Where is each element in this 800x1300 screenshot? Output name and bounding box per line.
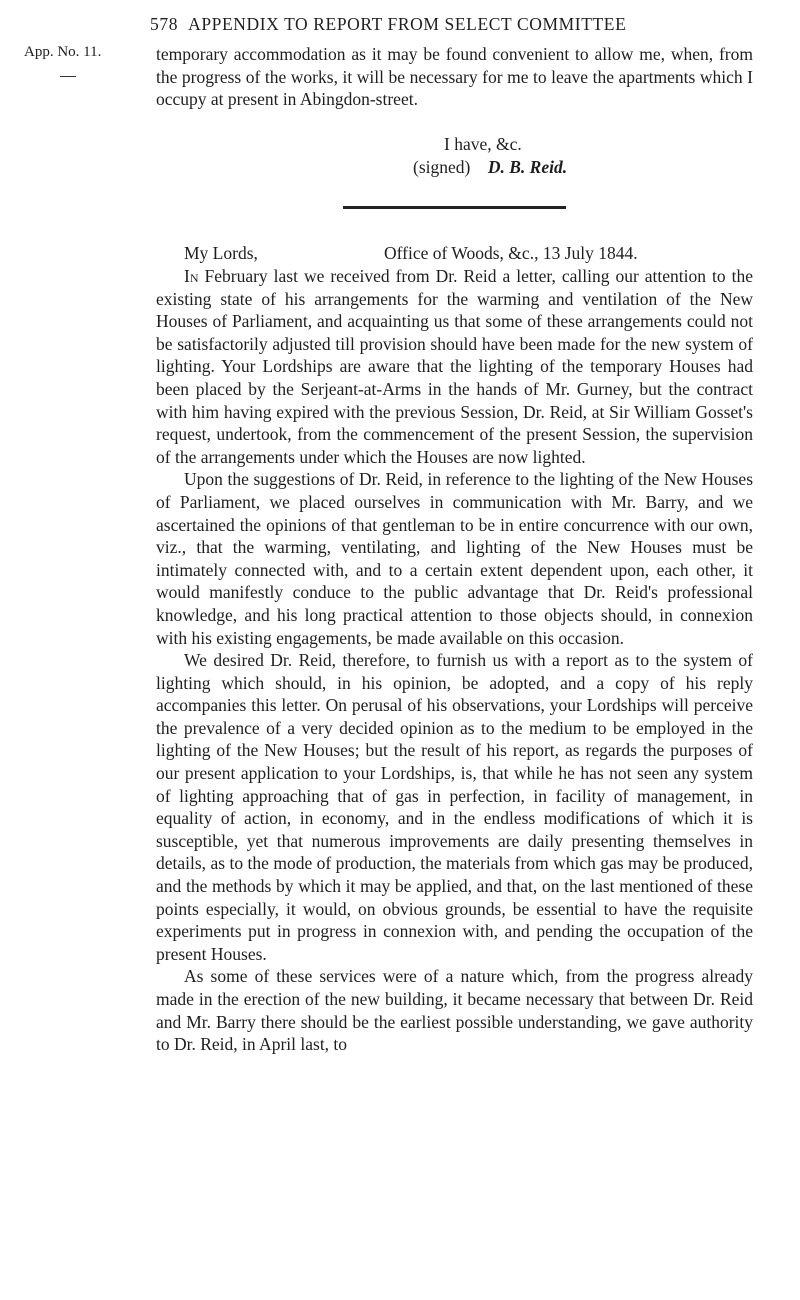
salutation: My Lords, <box>184 243 258 263</box>
closing-line: I have, &c. <box>444 134 522 154</box>
signature: D. B. Reid. <box>487 157 568 177</box>
page-number: 578 <box>150 14 179 34</box>
margin-dash <box>60 76 76 77</box>
paragraph-1-text: February last we received from Dr. Reid a letter, calling our attention to the existing state of his arrangements for the warming and ventilation of the New Houses of Parliament, and acquainting us that some of these arrangements could not be satisfactorily adjusted till provision should have been made for the new system of lighting. Your Lordships are aware that the lighting of the temporary Houses had been placed by the Serjeant-at-Arms in the hands of Mr. Gurney, but the contract with him having expired with the previous Session, Dr. Reid, at Sir William Gosset's request, undertook, from the commencement of the present Session, the supervision of the arrangements under which the Houses are now lighted. <box>156 266 753 467</box>
first-word: In <box>184 266 199 286</box>
signed-label: (signed) <box>413 157 471 177</box>
signature-line <box>413 157 567 178</box>
running-title: APPENDIX TO REPORT FROM SELECT COMMITTEE <box>188 14 627 34</box>
paragraph-4: As some of these services were of a nature which, from the progress already made in the erection of the new building, it became necessary that between Dr. Reid and Mr. Barry there should be the earliest possible understanding, we gave authority to Dr. Reid, in April last, to <box>156 966 753 1055</box>
section-divider <box>343 206 566 209</box>
appendix-reference: App. No. 11. <box>24 44 102 60</box>
running-header <box>150 14 626 35</box>
letter-end-paragraph: temporary accommodation as it may be found convenient to allow me, when, from the progress of the works, it will be necessary for me to leave the apartments which I occupy at present in Abingdon-street. <box>156 44 753 110</box>
dateline: Office of Woods, &c., 13 July 1844. <box>384 243 638 263</box>
paragraph-1 <box>156 265 753 468</box>
paragraph-3: We desired Dr. Reid, therefore, to furnish us with a report as to the system of lighting which should, in his opinion, be adopted, and a copy of his reply accompanies this letter. On perusal of his observations, your Lordships will perceive the prevalence of a very decided opinion as to the medium to be employed in the lighting of the New Houses; but the result of his report, as regards the purposes of our present application to your Lordships, is, that while he has not seen any system of lighting approaching that of gas in perfection, in facility of management, in equality of action, in economy, and in the endless modifications of which it is susceptible, yet that numerous improvements are daily presenting themselves in details, as to the mode of production, the materials from which gas may be produced, and the methods by which it may be applied, and that, on the last mentioned of these points especially, it would, on obvious grounds, be essential to have the requisite experiments put in progress in connexion with, and pending the occupation of the present Houses. <box>156 650 753 964</box>
paragraph-2: Upon the suggestions of Dr. Reid, in reference to the lighting of the New Houses of Parliament, we placed ourselves in communication with Mr. Barry, and we ascertained the opinions of that gentleman to be in entire concurrence with our own, viz., that the warming, ventilating, and lighting of the New Houses must be intimately connected with, and to a certain extent dependent upon, each other, it would manifestly conduce to the public advantage that Dr. Reid's professional knowledge, and his long practical attention to those objects should, in connexion with his existing engagements, be made available on this occasion. <box>156 469 753 648</box>
letter-body <box>156 265 753 1056</box>
